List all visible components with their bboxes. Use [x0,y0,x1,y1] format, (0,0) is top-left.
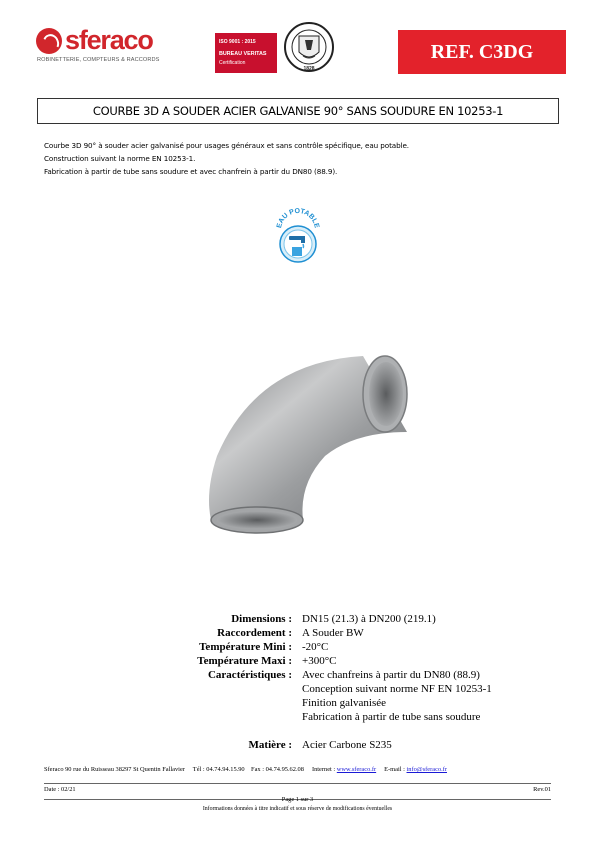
spec-caracteristiques-label: Caractéristiques : [207,669,292,681]
cert-bureau-veritas: BUREAU VERITAS [219,51,267,57]
description-line: Fabrication à partir de tube sans soudure et avec chanfrein à partir du DN80 (88.9). [44,167,338,176]
badge-text: EAU POTABLE [276,208,320,229]
sferaco-flame-icon [36,28,62,54]
spec-caracteristiques-value: Conception suivant norme NF EN 10253-1 [302,683,492,695]
sferaco-logo [36,26,186,68]
spec-caracteristiques-value: Fabrication à partir de tube sans soudure [302,711,481,723]
reference-box: REF. C3DG [398,30,566,74]
footer-email-link[interactable]: info@sferaco.fr [406,766,447,773]
spec-caracteristiques-value: Avec chanfreins à partir du DN80 (88.9) [302,669,480,681]
description-line: Construction suivant la norme EN 10253-1. [44,154,196,163]
footer-address: Sferaco 90 rue du Ruisseau 38297 St Quentin Fallavier [44,766,185,773]
spec-matiere-label: Matière : [248,739,292,751]
spec-temp-min-label: Température Mini : [199,641,292,653]
seal-year: 1828 [303,66,315,72]
footer-email-label: E-mail : [384,766,405,773]
spec-temp-max-value: +300°C [302,655,337,667]
product-description [44,139,409,178]
product-title: COURBE 3D A SOUDER ACIER GALVANISE 90° SANS SOUDURE EN 10253-1 [37,98,559,124]
footer-contact-line [44,766,447,773]
spec-temp-max-label: Température Maxi : [197,655,292,667]
spec-matiere-value: Acier Carbone S235 [302,739,392,751]
cert-iso: ISO 9001 : 2015 [219,39,256,45]
spec-temp-min-value: -20°C [302,641,329,653]
bureau-veritas-seal-icon [283,20,335,76]
spec-caracteristiques-value: Finition galvanisée [302,697,387,709]
spec-dimensions-value: DN15 (21.3) à DN200 (219.1) [302,613,436,625]
brand-name: sferaco [65,25,153,55]
product-image-elbow [175,352,415,538]
iso-certification-badge [215,33,277,73]
footer-tel: Tél : 04.74.94.15.90 [192,766,245,773]
spec-dimensions-label: Dimensions : [231,613,292,625]
footer-disclaimer: Informations données à titre indicatif et sous réserve de modifications éventuelles [202,806,393,812]
footer-revision: Rev.01 [533,786,551,793]
footer-fax: Fax : 04.74.95.62.08 [251,766,304,773]
footer-date: Date : 02/21 [44,786,76,793]
brand-tagline: ROBINETTERIE, COMPTEURS & RACCORDS [37,57,160,63]
spec-raccordement-value: A Souder BW [302,627,364,639]
eau-potable-icon [273,208,323,264]
description-line: Courbe 3D 90° à souder acier galvanisé pour usages généraux et sans contrôle spécifique, eau potable. [44,141,409,150]
footer-divider [44,783,551,784]
footer-internet-label: Internet : [311,766,336,773]
footer-page-number: Page 1 sur 3 [281,796,314,803]
footer-website-link[interactable]: www.sferaco.fr [336,766,377,773]
spec-raccordement-label: Raccordement : [217,627,292,639]
cert-certification: Certification [219,60,246,66]
